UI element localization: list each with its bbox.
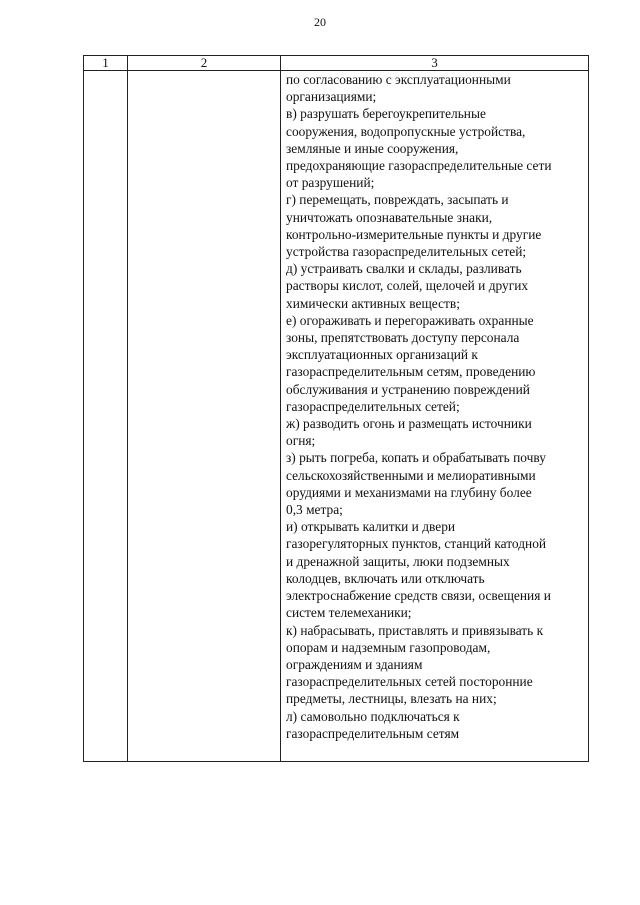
text-line: химически активных веществ; [286, 295, 460, 311]
text-line: газораспределительных сетей посторонние [286, 674, 533, 690]
text-line: опорам и надземным газопроводам, [286, 639, 491, 655]
text-line: к) набрасывать, приставлять и привязывать к [286, 622, 544, 638]
text-line: предметы, лестницы, влезать на них; [286, 691, 497, 707]
text-line: е) огораживать и перегораживать охранные [286, 312, 534, 328]
text-line: огня; [286, 433, 316, 449]
text-line: предохраняющие газораспределительные сети [286, 158, 552, 174]
column-header-1: 1 [84, 56, 128, 71]
column-header-3: 3 [281, 56, 589, 71]
table-header-row [84, 56, 589, 71]
document-table [83, 55, 589, 762]
text-line: г) перемещать, повреждать, засыпать и [286, 192, 509, 208]
text-line: газорегуляторных пунктов, станций катодной [286, 536, 547, 552]
text-line: организациями; [286, 89, 377, 105]
cell-column-1 [84, 71, 128, 762]
text-line: обслуживания и устранению повреждений [286, 381, 530, 397]
text-line: растворы кислот, солей, щелочей и других [286, 278, 529, 294]
text-line: контрольно-измерительные пункты и другие [286, 226, 542, 242]
text-line: и дренажной защиты, люки подземных [286, 553, 510, 569]
column-header-2: 2 [128, 56, 281, 71]
page-number: 20 [314, 15, 326, 29]
cell-column-3 [281, 71, 589, 762]
cell-column-2 [128, 71, 281, 762]
text-line: д) устраивать свалки и склады, разливать [286, 261, 522, 277]
text-line: 0,3 метра; [286, 502, 343, 518]
text-line: ж) разводить огонь и размещать источники [286, 416, 532, 432]
text-line: сельскохозяйственными и мелиоративными [286, 467, 536, 483]
text-line: земляные и иные сооружения, [286, 140, 459, 156]
text-line: ограждениям и зданиям [286, 656, 423, 672]
text-line: устройства газораспределительных сетей; [286, 244, 527, 260]
text-line: от разрушений; [286, 175, 375, 191]
text-line: колодцев, включать или отключать [286, 570, 485, 586]
text-line: газораспределительным сетям, проведению [286, 364, 536, 380]
table-row [84, 71, 589, 762]
text-line: в) разрушать берегоукрепительные [286, 106, 486, 122]
text-line: орудиями и механизмами на глубину более [286, 484, 532, 500]
text-line: уничтожать опознавательные знаки, [286, 209, 493, 225]
text-line: зоны, препятствовать доступу персонала [286, 330, 520, 346]
text-line: сооружения, водопропускные устройства, [286, 123, 526, 139]
text-line: эксплуатационных организаций к [286, 347, 478, 363]
text-line: л) самовольно подключаться к [286, 708, 460, 724]
text-line: и) открывать калитки и двери [286, 519, 456, 535]
text-line: электроснабжение средств связи, освещения и [286, 588, 551, 604]
text-line: по согласованию с эксплуатационными [286, 72, 511, 87]
text-line: систем телемеханики; [286, 605, 412, 621]
text-line: газораспределительных сетей; [286, 398, 460, 414]
text-line: з) рыть погреба, копать и обрабатывать почву [286, 450, 546, 466]
text-line: газораспределительным сетям [286, 725, 460, 741]
